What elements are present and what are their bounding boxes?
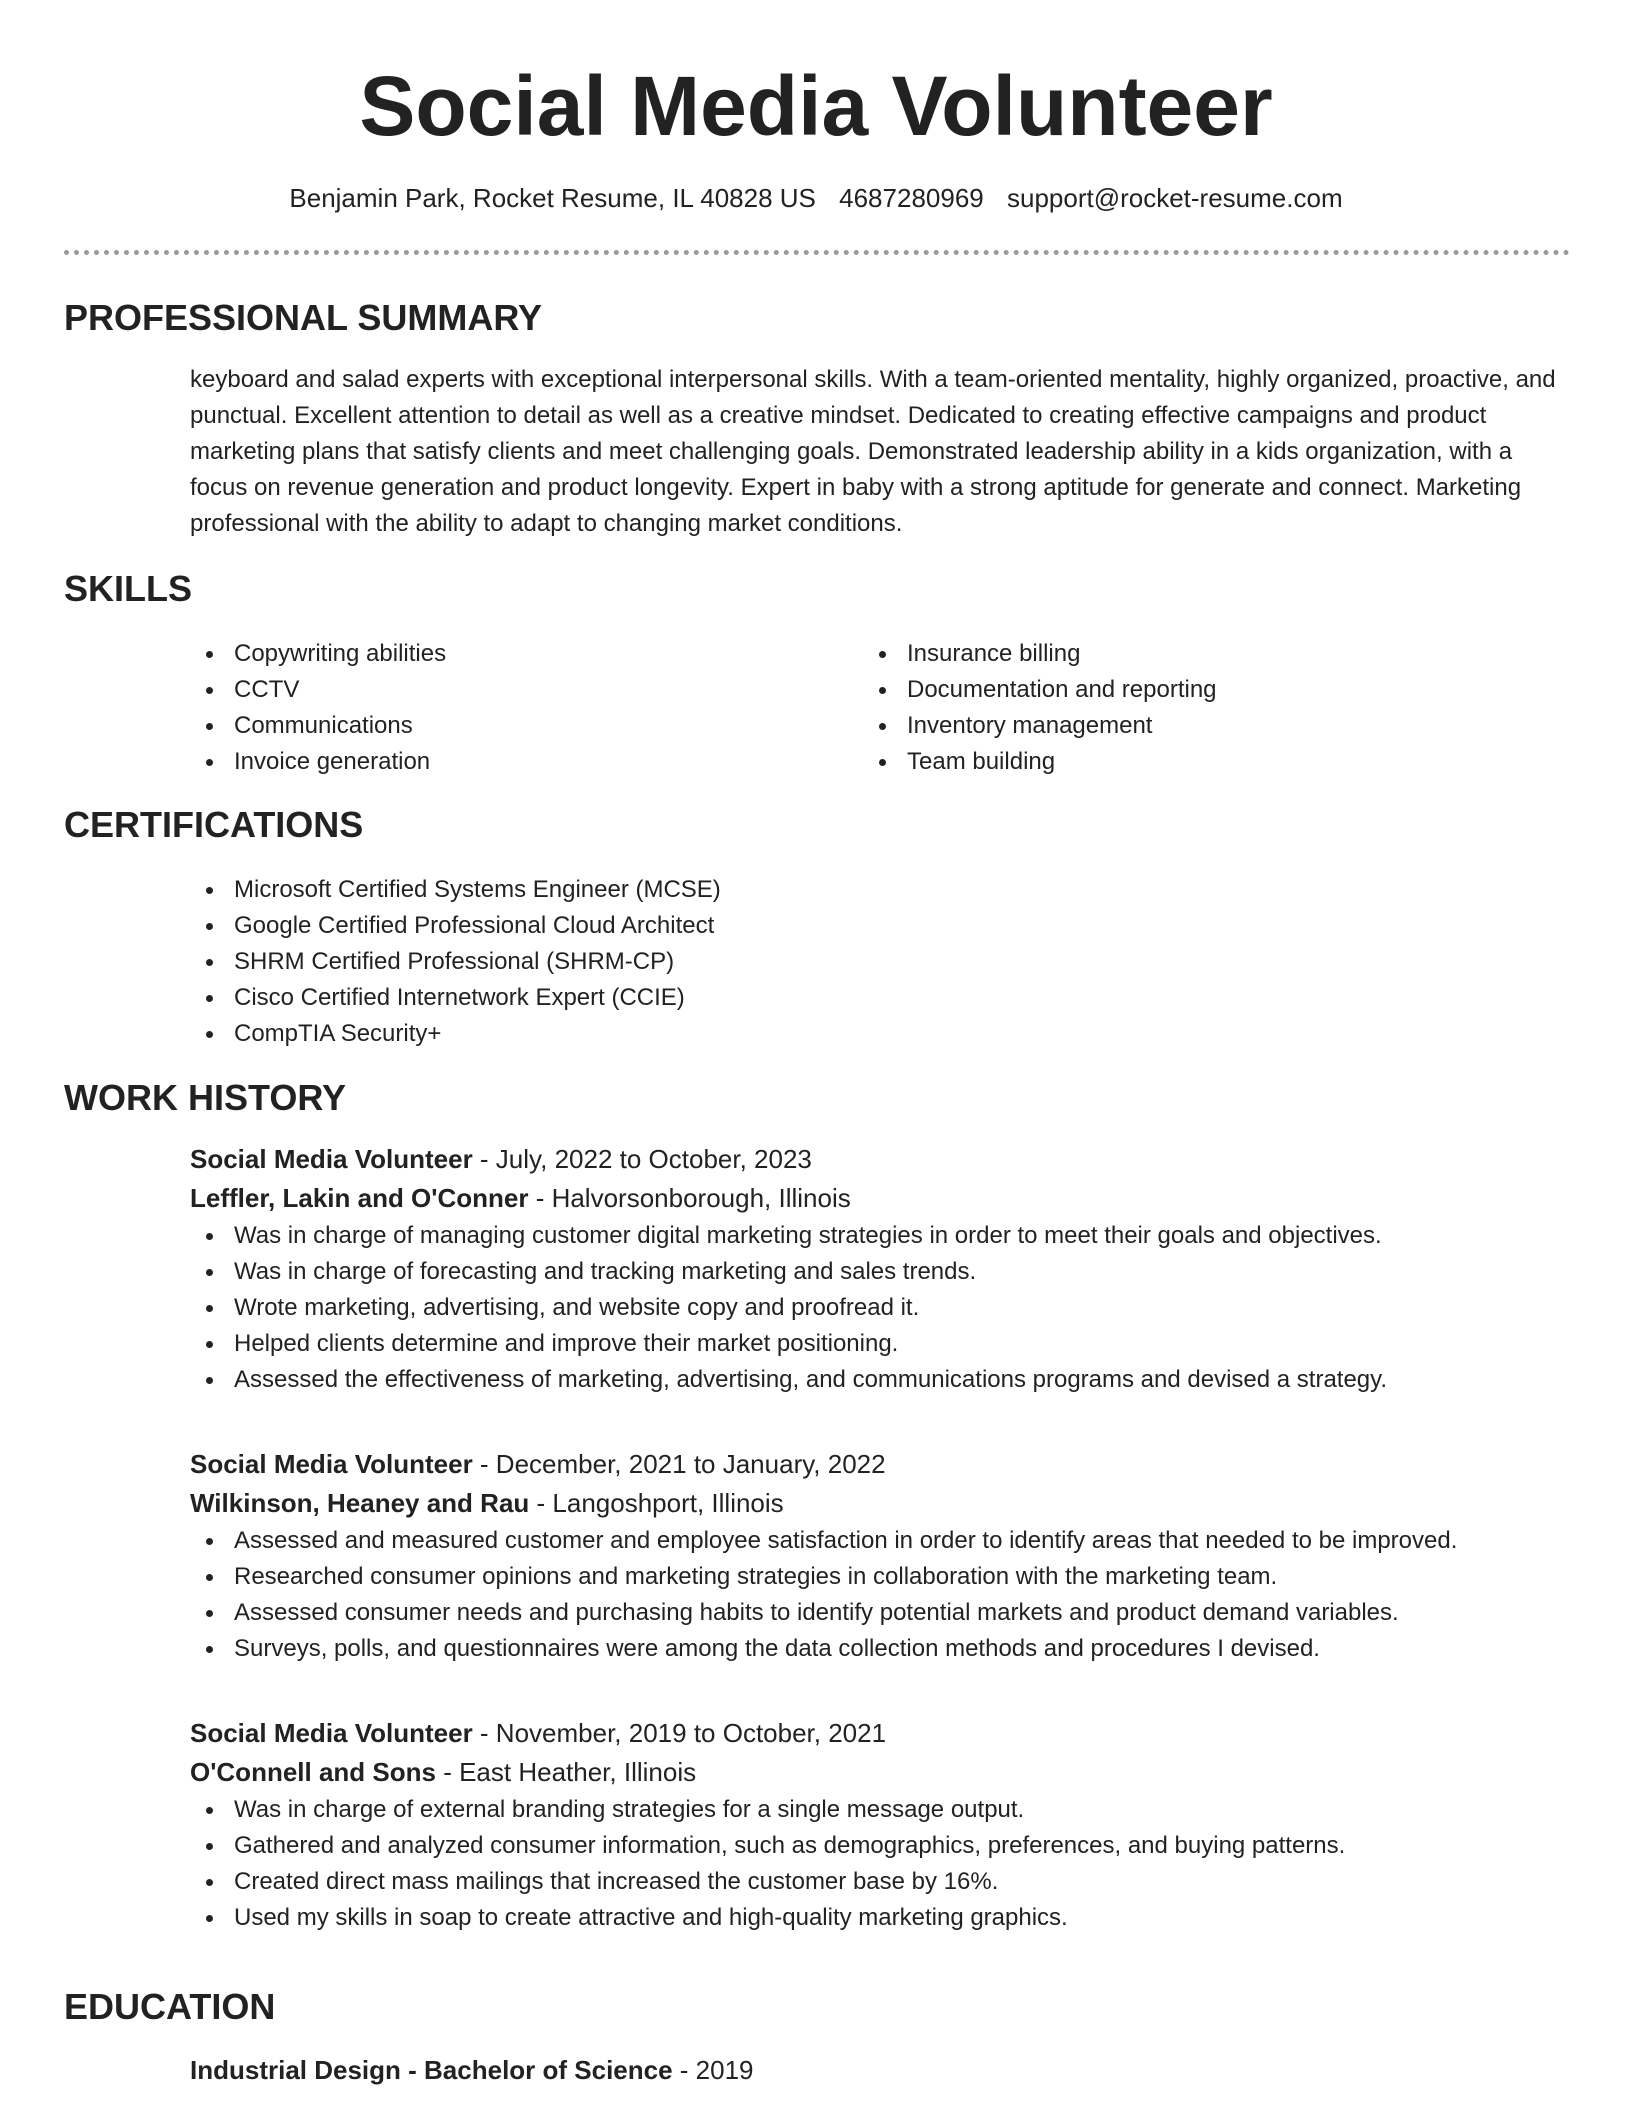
- job-title-line: [190, 1140, 1570, 1179]
- job-location: - Langoshport, Illinois: [529, 1488, 784, 1518]
- list-item: Insurance billing: [863, 636, 1483, 672]
- list-item: Assessed the effectiveness of marketing, advertising, and communications programs and devised a strategy.: [190, 1362, 1570, 1398]
- job-company-line: [190, 1179, 1570, 1218]
- job-title-line: [190, 1714, 1570, 1753]
- list-item: Microsoft Certified Systems Engineer (MCSE): [190, 872, 1570, 908]
- job-dates: - July, 2022 to October, 2023: [472, 1144, 812, 1174]
- job-bullet-list: [190, 1523, 1570, 1667]
- job-title: Social Media Volunteer: [190, 1718, 473, 1748]
- resume-title: Social Media Volunteer: [359, 59, 1273, 153]
- list-item: Cisco Certified Internetwork Expert (CCIE): [190, 980, 1570, 1016]
- list-item: Was in charge of external branding strategies for a single message output.: [190, 1792, 1570, 1828]
- certifications-list: [190, 872, 1570, 1052]
- job-title: Social Media Volunteer: [190, 1449, 473, 1479]
- list-item: Was in charge of managing customer digital marketing strategies in order to meet their goals and objectives.: [190, 1218, 1570, 1254]
- section-title-summary: PROFESSIONAL SUMMARY: [64, 297, 543, 338]
- job-company: Wilkinson, Heaney and Rau: [190, 1488, 530, 1518]
- summary-block: [190, 362, 1560, 542]
- list-item: Assessed consumer needs and purchasing habits to identify potential markets and product demand variables.: [190, 1595, 1570, 1631]
- skills-list-left: [190, 636, 810, 780]
- list-item: Documentation and reporting: [863, 672, 1483, 708]
- education-year: - 2019: [672, 2055, 754, 2085]
- job-dates: - November, 2019 to October, 2021: [472, 1718, 887, 1748]
- skills-column-left: [190, 636, 810, 780]
- list-item: Copywriting abilities: [190, 636, 810, 672]
- list-item: SHRM Certified Professional (SHRM-CP): [190, 944, 1570, 980]
- section-title-skills: SKILLS: [64, 568, 193, 609]
- job-dates: - December, 2021 to January, 2022: [472, 1449, 886, 1479]
- job-entry: [190, 1140, 1570, 1398]
- job-location: - Halvorsonborough, Illinois: [528, 1183, 851, 1213]
- job-entry: [190, 1714, 1570, 1936]
- list-item: Created direct mass mailings that increased the customer base by 16%.: [190, 1864, 1570, 1900]
- job-company: Leffler, Lakin and O'Conner: [190, 1183, 529, 1213]
- job-bullet-list: [190, 1792, 1570, 1936]
- section-title-certifications: CERTIFICATIONS: [64, 804, 364, 845]
- list-item: CCTV: [190, 672, 810, 708]
- skills-list-right: [863, 636, 1483, 780]
- certifications-block: [190, 872, 1570, 1052]
- list-item: CompTIA Security+: [190, 1016, 1570, 1052]
- list-item: Communications: [190, 708, 810, 744]
- education-degree: Industrial Design - Bachelor of Science: [190, 2055, 673, 2085]
- job-title-line: [190, 1445, 1570, 1484]
- contact-line: [0, 180, 1632, 216]
- contact-phone: 4687280969: [839, 183, 984, 213]
- list-item: Team building: [863, 744, 1483, 780]
- education-entry: [190, 2051, 1570, 2090]
- list-item: Was in charge of forecasting and tracking marketing and sales trends.: [190, 1254, 1570, 1290]
- list-item: Researched consumer opinions and marketing strategies in collaboration with the marketing team.: [190, 1559, 1570, 1595]
- job-entry: [190, 1445, 1570, 1667]
- summary-text: keyboard and salad experts with exceptional interpersonal skills. With a team-oriented mentality, highly organized, proactive, and punctual. Excellent attention to detail as well as a creative mindset. Dedicated to creating effective campaigns and product marketing plans that satisfy clients and meet challenging goals. Demonstrated leadership ability in a kids organization, with a focus on revenue generation and product longevity. Expert in baby with a strong aptitude for generate and connect. Marketing professional with the ability to adapt to changing market conditions.: [190, 366, 1556, 537]
- contact-email: support@rocket-resume.com: [1006, 183, 1343, 213]
- list-item: Google Certified Professional Cloud Architect: [190, 908, 1570, 944]
- list-item: Helped clients determine and improve their market positioning.: [190, 1326, 1570, 1362]
- job-bullet-list: [190, 1218, 1570, 1398]
- skills-column-right: [863, 636, 1483, 780]
- education-line: [190, 2051, 1570, 2090]
- job-location: - East Heather, Illinois: [435, 1757, 697, 1787]
- list-item: Assessed and measured customer and employee satisfaction in order to identify areas that needed to be improved.: [190, 1523, 1570, 1559]
- list-item: Gathered and analyzed consumer information, such as demographics, preferences, and buying patterns.: [190, 1828, 1570, 1864]
- job-title: Social Media Volunteer: [190, 1144, 473, 1174]
- job-company-line: [190, 1753, 1570, 1792]
- list-item: Surveys, polls, and questionnaires were among the data collection methods and procedures I devised.: [190, 1631, 1570, 1667]
- list-item: Wrote marketing, advertising, and website copy and proofread it.: [190, 1290, 1570, 1326]
- header-divider: [64, 250, 1570, 255]
- contact-address: Benjamin Park, Rocket Resume, IL 40828 US: [289, 183, 816, 213]
- section-title-education: EDUCATION: [64, 1986, 276, 2027]
- section-title-work-history: WORK HISTORY: [64, 1077, 347, 1118]
- list-item: Used my skills in soap to create attractive and high-quality marketing graphics.: [190, 1900, 1570, 1936]
- job-company-line: [190, 1484, 1570, 1523]
- job-company: O'Connell and Sons: [190, 1757, 436, 1787]
- list-item: Invoice generation: [190, 744, 810, 780]
- list-item: Inventory management: [863, 708, 1483, 744]
